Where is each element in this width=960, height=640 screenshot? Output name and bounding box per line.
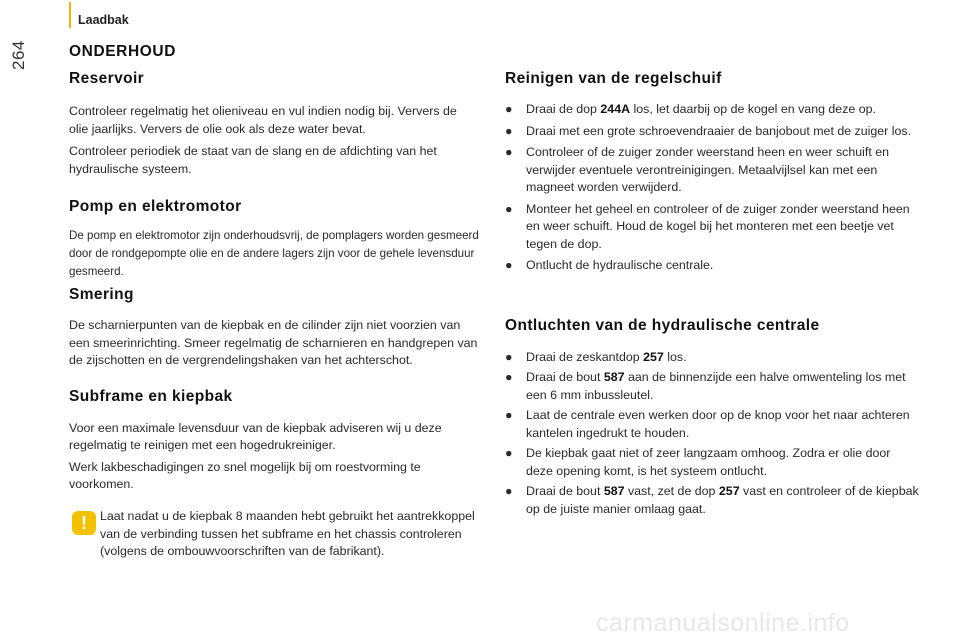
subframe-paragraph-2: Werk lakbeschadigingen zo snel mogelijk bij om roestvorming te voorkomen. bbox=[69, 459, 421, 491]
part-reference: 587 bbox=[603, 370, 625, 384]
list-item: ● Draai de bout 587 vast, zet de dop 257 vast en controleer of de kiepbak op de juiste manier omlaag gaat. bbox=[505, 484, 919, 516]
list-item: ● Ontlucht de hydraulische centrale. bbox=[505, 257, 920, 275]
part-reference: 244A bbox=[600, 102, 631, 116]
list-item: ● De kiepbak gaat niet of zeer langzaam omhoog. Zodra er olie door deze opening komt, is het systeem ontlucht. bbox=[505, 446, 891, 478]
smering-heading: Smering bbox=[69, 286, 134, 303]
list-item: ● Draai de zeskantdop 257 los. bbox=[505, 349, 920, 367]
list-item: ● Draai de bout 587 aan de binnenzijde een halve omwenteling los met een 6 mm inbussleutel. bbox=[505, 370, 906, 402]
list-item: ● Controleer of de zuiger zonder weerstand heen en weer schuift en verwijder eventuele verontreinigingen. Metaalvijlsel kan met een magneet worden verwijderd. bbox=[505, 145, 889, 194]
subframe-heading: Subframe en kiepbak bbox=[69, 387, 233, 405]
left-column bbox=[69, 70, 479, 494]
warning-icon: ! bbox=[72, 511, 96, 535]
bullet-icon: ● bbox=[505, 258, 513, 272]
list-item: ● Laat de centrale even werken door op de knop voor het naar achteren kantelen ingedrukt te houden. bbox=[505, 408, 910, 440]
reservoir-paragraph-1: Controleer regelmatig het olieniveau en vul indien nodig bij. Ververs de olie jaarlijks. Ververs de olie ook als deze water bevat. bbox=[69, 104, 457, 136]
warning-text: Laat nadat u de kiepbak 8 maanden hebt gebruikt het aantrekkoppel van de verbinding tussen het subframe en het chassis controleren (volgens de ombouwvoorschriften van de fabrikant). bbox=[100, 509, 475, 558]
chapter-label: Laadbak bbox=[78, 13, 129, 27]
reinigen-heading: Reinigen van de regelschuif bbox=[505, 70, 722, 87]
ontluchten-list bbox=[505, 349, 920, 519]
smering-paragraph: De scharnierpunten van de kiepbak en de cilinder zijn niet voorzien van een smeerinrichting. Smeer regelmatig de scharnieren en handgrepen van de zijschotten en de vergrendelingshaken van het achterschot. bbox=[69, 318, 478, 367]
bullet-icon: ● bbox=[505, 349, 513, 364]
subframe-paragraph-1: Voor een maximale levensduur van de kiepbak adviseren wij u deze regelmatig te reinigen met een hogedrukreiniger. bbox=[69, 420, 442, 452]
bullet-icon: ● bbox=[505, 145, 513, 159]
pomp-paragraph: De pomp en elektromotor zijn onderhoudsvrij, de pomplagers worden gesmeerd door de rondgepompte olie en de andere lagers zijn voor de gehele levensduur gesmeerd. bbox=[69, 229, 479, 278]
bullet-icon: ● bbox=[505, 201, 513, 216]
bullet-icon: ● bbox=[505, 123, 513, 138]
list-item: ● Monteer het geheel en controleer of de zuiger zonder weerstand heen en weer schuift. Houd de kogel bij het monteren met een beetje vet tegen de dop. bbox=[505, 201, 910, 251]
section-title: ONDERHOUD bbox=[69, 43, 177, 60]
list-item: ● Draai de dop 244A los, let daarbij op de kogel en vang deze op. bbox=[505, 101, 920, 119]
bullet-icon: ● bbox=[505, 370, 513, 384]
pomp-heading: Pomp en elektromotor bbox=[69, 198, 242, 215]
part-reference: 257 bbox=[718, 484, 740, 498]
bullet-icon: ● bbox=[505, 408, 513, 422]
bullet-icon: ● bbox=[505, 102, 513, 116]
bullet-icon: ● bbox=[505, 446, 513, 460]
list-item: ● Draai met een grote schroevendraaier de banjobout met de zuiger los. bbox=[505, 123, 920, 141]
chapter-accent-bar bbox=[69, 2, 71, 28]
watermark: carmanualsonline.info bbox=[596, 609, 850, 637]
reinigen-list bbox=[505, 101, 920, 275]
reservoir-paragraph-2: Controleer periodiek de staat van de slang en de afdichting van het hydraulische systeem. bbox=[69, 144, 437, 176]
right-column bbox=[505, 70, 920, 518]
ontluchten-heading: Ontluchten van de hydraulische centrale bbox=[505, 316, 820, 334]
reservoir-heading: Reservoir bbox=[69, 70, 145, 87]
page-number: 264 bbox=[9, 40, 28, 70]
part-reference: 587 bbox=[603, 484, 625, 498]
bullet-icon: ● bbox=[505, 484, 513, 498]
part-reference: 257 bbox=[643, 349, 664, 364]
